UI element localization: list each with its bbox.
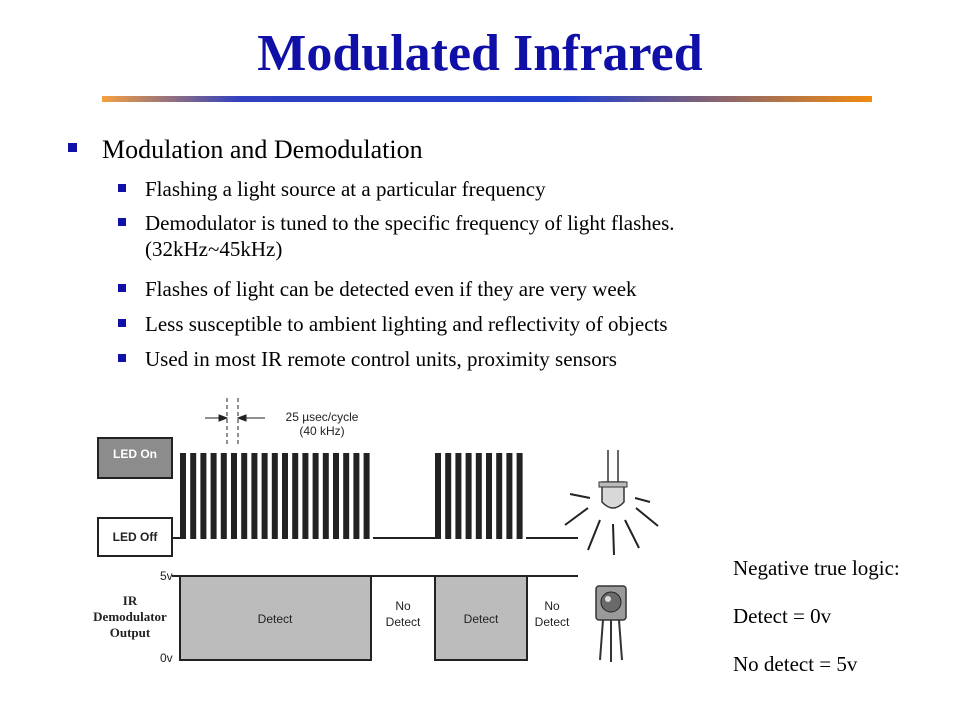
- ir-led-icon: [599, 450, 627, 508]
- led-pulse: [200, 453, 206, 539]
- demodulator-label: Demodulator: [93, 609, 167, 624]
- main-bullet-text: Modulation and Demodulation: [102, 135, 423, 164]
- led-pulse: [506, 453, 512, 539]
- ir-modulation-diagram: [90, 390, 670, 690]
- led-pulse: [251, 453, 257, 539]
- led-pulse: [333, 453, 339, 539]
- logic-note-detect: Detect = 0v: [733, 604, 832, 628]
- square-bullet-icon: [68, 143, 77, 152]
- led-pulse: [272, 453, 278, 539]
- sub-bullet-text: Flashes of light can be detected even if they are very week: [145, 277, 637, 301]
- led-pulse: [476, 453, 482, 539]
- led-pulse: [445, 453, 451, 539]
- led-pulse: [486, 453, 492, 539]
- pulse-trains: [180, 453, 523, 539]
- led-pulse: [343, 453, 349, 539]
- square-bullet-icon: [118, 354, 126, 362]
- no-detect-label-1b: Detect: [385, 615, 421, 629]
- logic-note-heading: Negative true logic:: [733, 556, 900, 580]
- logic-note-no-detect: No detect = 5v: [733, 652, 858, 676]
- ir-label: IR: [122, 593, 138, 608]
- sub-bullet-text: Used in most IR remote control units, proximity sensors: [145, 347, 617, 371]
- sub-bullet-text: Demodulator is tuned to the specific frequency of light flashes.: [145, 211, 675, 235]
- led-pulse: [231, 453, 237, 539]
- led-pulse: [292, 453, 298, 539]
- led-pulse: [466, 453, 472, 539]
- led-pulse: [323, 453, 329, 539]
- led-pulse: [282, 453, 288, 539]
- led-pulse: [241, 453, 247, 539]
- led-on-label: LED On: [113, 447, 157, 461]
- sub-bullet-text: Less susceptible to ambient lighting and reflectivity of objects: [145, 312, 668, 336]
- led-pulse: [435, 453, 441, 539]
- led-pulse: [302, 453, 308, 539]
- frequency-label: (40 kHz): [299, 424, 345, 438]
- voltage-0v-label: 0v: [160, 651, 173, 665]
- led-pulse: [455, 453, 461, 539]
- led-pulse: [353, 453, 359, 539]
- led-pulse: [180, 453, 186, 539]
- detect-label-1: Detect: [257, 612, 293, 626]
- led-pulse: [211, 453, 217, 539]
- led-pulse: [517, 453, 523, 539]
- led-pulse: [364, 453, 370, 539]
- no-detect-label-1a: No: [395, 599, 411, 613]
- led-pulse: [221, 453, 227, 539]
- voltage-5v-label: 5v: [160, 569, 173, 583]
- led-pulse: [496, 453, 502, 539]
- no-detect-label-2b: Detect: [534, 615, 570, 629]
- detect-label-2: Detect: [463, 612, 499, 626]
- square-bullet-icon: [118, 218, 126, 226]
- sub-bullet-text: Flashing a light source at a particular frequency: [145, 177, 546, 201]
- square-bullet-icon: [118, 184, 126, 192]
- slide-title: Modulated Infrared: [257, 25, 703, 82]
- led-pulse: [190, 453, 196, 539]
- ir-receiver-icon: [596, 586, 626, 662]
- title-underline: [102, 96, 872, 102]
- sub-bullet-text: (32kHz~45kHz): [145, 237, 283, 261]
- square-bullet-icon: [118, 284, 126, 292]
- period-marker: [205, 398, 265, 445]
- output-label: Output: [109, 625, 151, 640]
- led-pulse: [262, 453, 268, 539]
- square-bullet-icon: [118, 319, 126, 327]
- led-pulse: [313, 453, 319, 539]
- no-detect-label-2a: No: [544, 599, 560, 613]
- led-off-label: LED Off: [112, 530, 158, 544]
- period-label: 25 µsec/cycle: [285, 410, 359, 424]
